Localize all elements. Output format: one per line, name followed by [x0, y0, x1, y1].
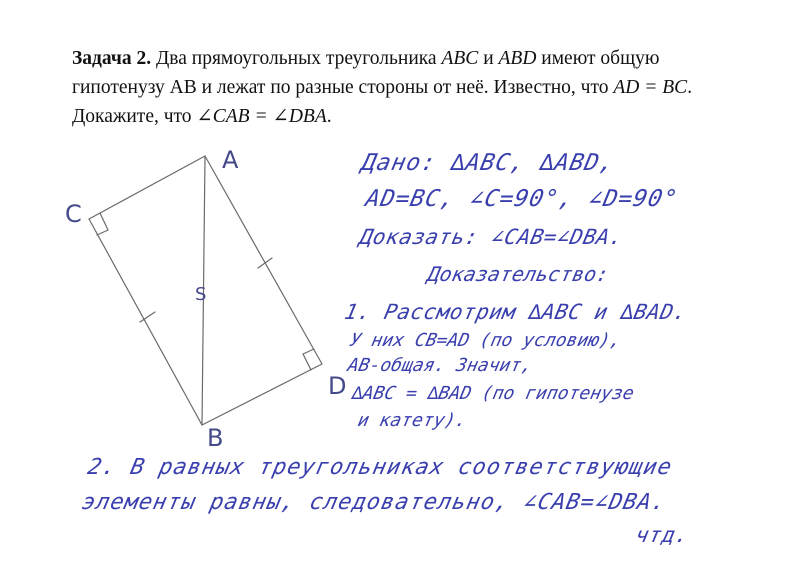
- tick-mark-ad: [258, 258, 272, 268]
- vertex-a-label: A: [222, 146, 239, 174]
- right-angle-mark-d: [303, 349, 314, 370]
- area-mark-s: S: [195, 284, 207, 305]
- step1-line-4: ∆ABC = ∆BAD (по гипотенузе: [349, 383, 636, 404]
- triangle-abd: ABD: [498, 48, 537, 69]
- segment-ca: [89, 156, 205, 219]
- given-line-2: AD=BC, ∠C=90°, ∠D=90°: [363, 186, 681, 212]
- qed-mark: чтд.: [633, 523, 692, 547]
- task-and: и: [478, 48, 499, 69]
- vertex-b-label: B: [207, 424, 224, 452]
- step1-line-5: и катету).: [355, 410, 469, 431]
- segment-cb: [89, 219, 202, 425]
- prove-line: Доказать: ∠CAB=∠DBA.: [357, 225, 626, 249]
- step2-line-1: 2. В равных треугольниках соответствующие: [85, 455, 675, 480]
- step1-line-1: 1. Рассмотрим ∆ABC и ∆BAD.: [342, 300, 690, 324]
- vertex-c-label: C: [65, 200, 82, 228]
- given-line-1: Дано: ∆ABC, ∆ABD,: [359, 150, 618, 176]
- triangle-abc: ABC: [441, 48, 479, 69]
- right-angle-mark-c: [97, 213, 108, 235]
- proof-header: Доказательство:: [425, 262, 612, 286]
- step1-line-2: У них CB=AD (по условию),: [347, 330, 624, 351]
- angle-equality: ∠CAB = ∠DBA: [196, 106, 327, 127]
- step2-line-2: элементы равны, следовательно, ∠CAB=∠DBA.: [79, 490, 669, 515]
- segment-ad: [205, 156, 322, 364]
- task-label: Задача 2.: [72, 48, 152, 69]
- task-text-1: Два прямоугольных треугольника: [151, 48, 442, 69]
- condition-ad-bc: AD = BC: [613, 77, 688, 98]
- task-text-2: имеют общую гипотенузу АВ и лежат по разные стороны от неё. Известно, что: [72, 48, 660, 98]
- task-text-end: .: [326, 106, 332, 127]
- task-text-3: . Докажите, что: [72, 77, 693, 127]
- segment-db: [202, 364, 322, 425]
- vertex-d-label: D: [328, 372, 347, 400]
- step1-line-3: AB-общая. Значит,: [345, 355, 535, 376]
